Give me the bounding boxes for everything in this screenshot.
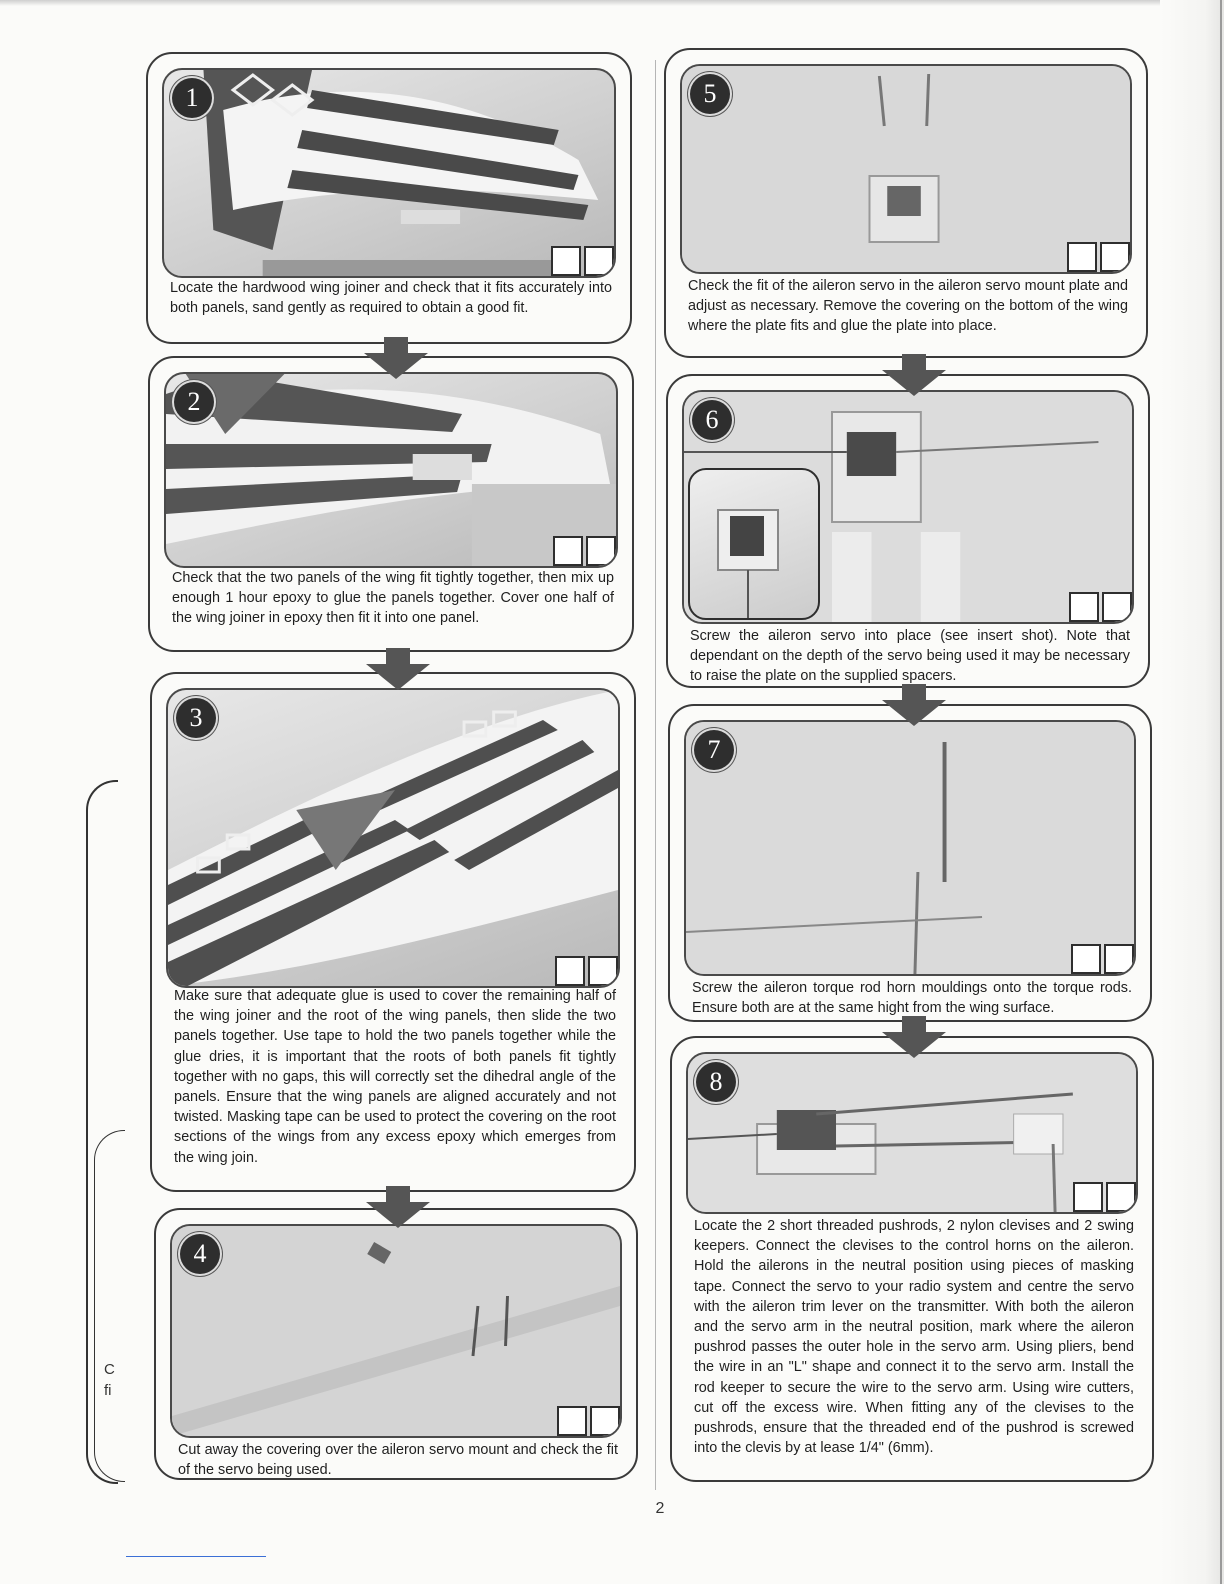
step-number-badge: 5: [690, 74, 730, 114]
step-checkboxes: [1068, 944, 1134, 974]
step-photo: [682, 390, 1134, 624]
down-arrow-icon: [366, 1186, 430, 1228]
edge-letter: C: [104, 1361, 115, 1378]
step-photo: [164, 372, 618, 568]
checkbox-builder[interactable]: [1067, 242, 1097, 272]
pushrod-photo-illustration: [688, 1054, 1136, 1212]
down-arrow-icon: [364, 337, 428, 379]
step-checkboxes: [554, 1406, 620, 1436]
wing-photo-illustration: [164, 70, 614, 276]
torque-rod-photo-illustration: [686, 722, 1134, 974]
step-checkboxes: [1070, 1182, 1136, 1212]
checkbox-builder[interactable]: [1069, 592, 1099, 622]
step-caption: Screw the aileron torque rod horn mouldings onto the torque rods. Ensure both are at the same hight from the wing surface.: [692, 980, 1132, 1017]
checkbox-checker[interactable]: [1106, 1182, 1136, 1212]
checkbox-builder[interactable]: [1073, 1182, 1103, 1212]
step-photo: [162, 68, 616, 278]
servo-mount-photo-illustration: [172, 1226, 620, 1436]
step-checkboxes: [550, 536, 616, 566]
step-photo: [680, 64, 1132, 274]
step-checkboxes: [548, 246, 614, 276]
checkbox-builder[interactable]: [555, 956, 585, 986]
down-arrow-icon: [882, 1016, 946, 1058]
step-3: [150, 672, 636, 1192]
down-arrow: [882, 1016, 946, 1058]
step-2: [148, 356, 634, 652]
checkbox-builder[interactable]: [553, 536, 583, 566]
page-number: 2: [655, 1500, 665, 1517]
checkbox-checker[interactable]: [1100, 242, 1130, 272]
step-number-badge: 6: [692, 400, 732, 440]
down-arrow-icon: [882, 684, 946, 726]
step-photo: [170, 1224, 622, 1438]
step-number-badge: 7: [694, 730, 734, 770]
step-caption: Locate the hardwood wing joiner and check that it fits accurately into both panels, sand gently as required to obtain a good fit.: [170, 280, 612, 317]
step-6: [666, 374, 1150, 688]
checkbox-checker[interactable]: [588, 956, 618, 986]
step-number-badge: 8: [696, 1062, 736, 1102]
scan-top-edge: [0, 0, 1224, 6]
step-number-badge: 4: [180, 1234, 220, 1274]
scan-underline-mark: [126, 1556, 266, 1557]
step-number-badge: 1: [172, 78, 212, 118]
down-arrow: [366, 648, 430, 690]
checkbox-checker[interactable]: [584, 246, 614, 276]
scan-right-edge: [1160, 0, 1224, 1584]
checkbox-builder[interactable]: [1071, 944, 1101, 974]
step-5: [664, 48, 1148, 358]
checkbox-checker[interactable]: [1102, 592, 1132, 622]
step-photo: [686, 1052, 1138, 1214]
step-checkboxes: [1066, 592, 1132, 622]
column-divider: [655, 60, 656, 1490]
servo-insert-illustration: [690, 470, 818, 618]
step-checkboxes: [552, 956, 618, 986]
step-photo: [684, 720, 1136, 976]
checkbox-checker[interactable]: [1104, 944, 1134, 974]
step-photo: [166, 688, 620, 988]
step-8: [670, 1036, 1154, 1482]
step-number-badge: 3: [176, 698, 216, 738]
edge-letter: fi: [104, 1382, 112, 1399]
insert-shot: [688, 468, 820, 620]
step-caption: Check the fit of the aileron servo in the aileron servo mount plate and adjust as necessary. Remove the covering on the bottom of the wing where the plate fits and glue the plate into place.: [688, 278, 1128, 335]
checkbox-checker[interactable]: [586, 536, 616, 566]
step-caption: Make sure that adequate glue is used to cover the remaining half of the wing joiner and the root of the wing panels, then slide the two panels together. Use tape to hold the two panels together while the glue dries, it is important that the roots of both panels fit tightly together with no gaps, this will correctly set the dihedral angle of the panels. Ensure that the wing panels are aligned accurately and not twisted. Masking tape can be used to protect the covering on the root sections of the wings from any excess epoxy which emerges from the wing join.: [174, 988, 616, 1166]
down-arrow-icon: [366, 648, 430, 690]
step-caption: Check that the two panels of the wing fit tightly together, then mix up enough 1 hour epoxy to glue the panels together. Cover one half of the wing joiner in epoxy then fit it into one panel.: [172, 570, 614, 627]
checkbox-builder[interactable]: [551, 246, 581, 276]
down-arrow: [366, 1186, 430, 1228]
wing-photo-illustration: [168, 690, 618, 986]
step-checkboxes: [1064, 242, 1130, 272]
servo-plate-photo-illustration: [682, 66, 1130, 272]
adjacent-page-edge-inner: [94, 1130, 125, 1482]
step-1: [146, 52, 632, 344]
down-arrow: [882, 684, 946, 726]
step-4: [154, 1208, 638, 1480]
checkbox-builder[interactable]: [557, 1406, 587, 1436]
down-arrow: [364, 337, 428, 379]
step-caption: Screw the aileron servo into place (see insert shot). Note that dependant on the depth of the servo being used it may be necessary to raise the plate on the supplied spacers.: [690, 628, 1130, 685]
down-arrow: [882, 354, 946, 396]
step-number-badge: 2: [174, 382, 214, 422]
step-caption: Cut away the covering over the aileron servo mount and check the fit of the servo being used.: [178, 1442, 618, 1479]
step-caption: Locate the 2 short threaded pushrods, 2 nylon clevises and 2 swing keepers. Connect the clevises to the control horns on the aileron. Hold the ailerons in the neutral position using pieces of masking tape. Connect the servo to your radio system and centre the servo with the aileron trim lever on the transmitter. With both the aileron and the servo arm in the neutral position, mark where the aileron pushrod passes the outer hole in the servo arm. Using pliers, bend the wire in an "L" shape and connect it to the servo arm. Install the rod keeper to secure the wire to the servo arm. Using wire cutters, cut off the excess wire. When fitting any of the clevises to the pushrods, ensure that the threaded end of the pushrod is screwed into the clevis by at lease 1/4" (6mm).: [694, 1218, 1134, 1457]
wing-photo-illustration: [166, 374, 616, 566]
step-7: [668, 704, 1152, 1022]
checkbox-checker[interactable]: [590, 1406, 620, 1436]
down-arrow-icon: [882, 354, 946, 396]
